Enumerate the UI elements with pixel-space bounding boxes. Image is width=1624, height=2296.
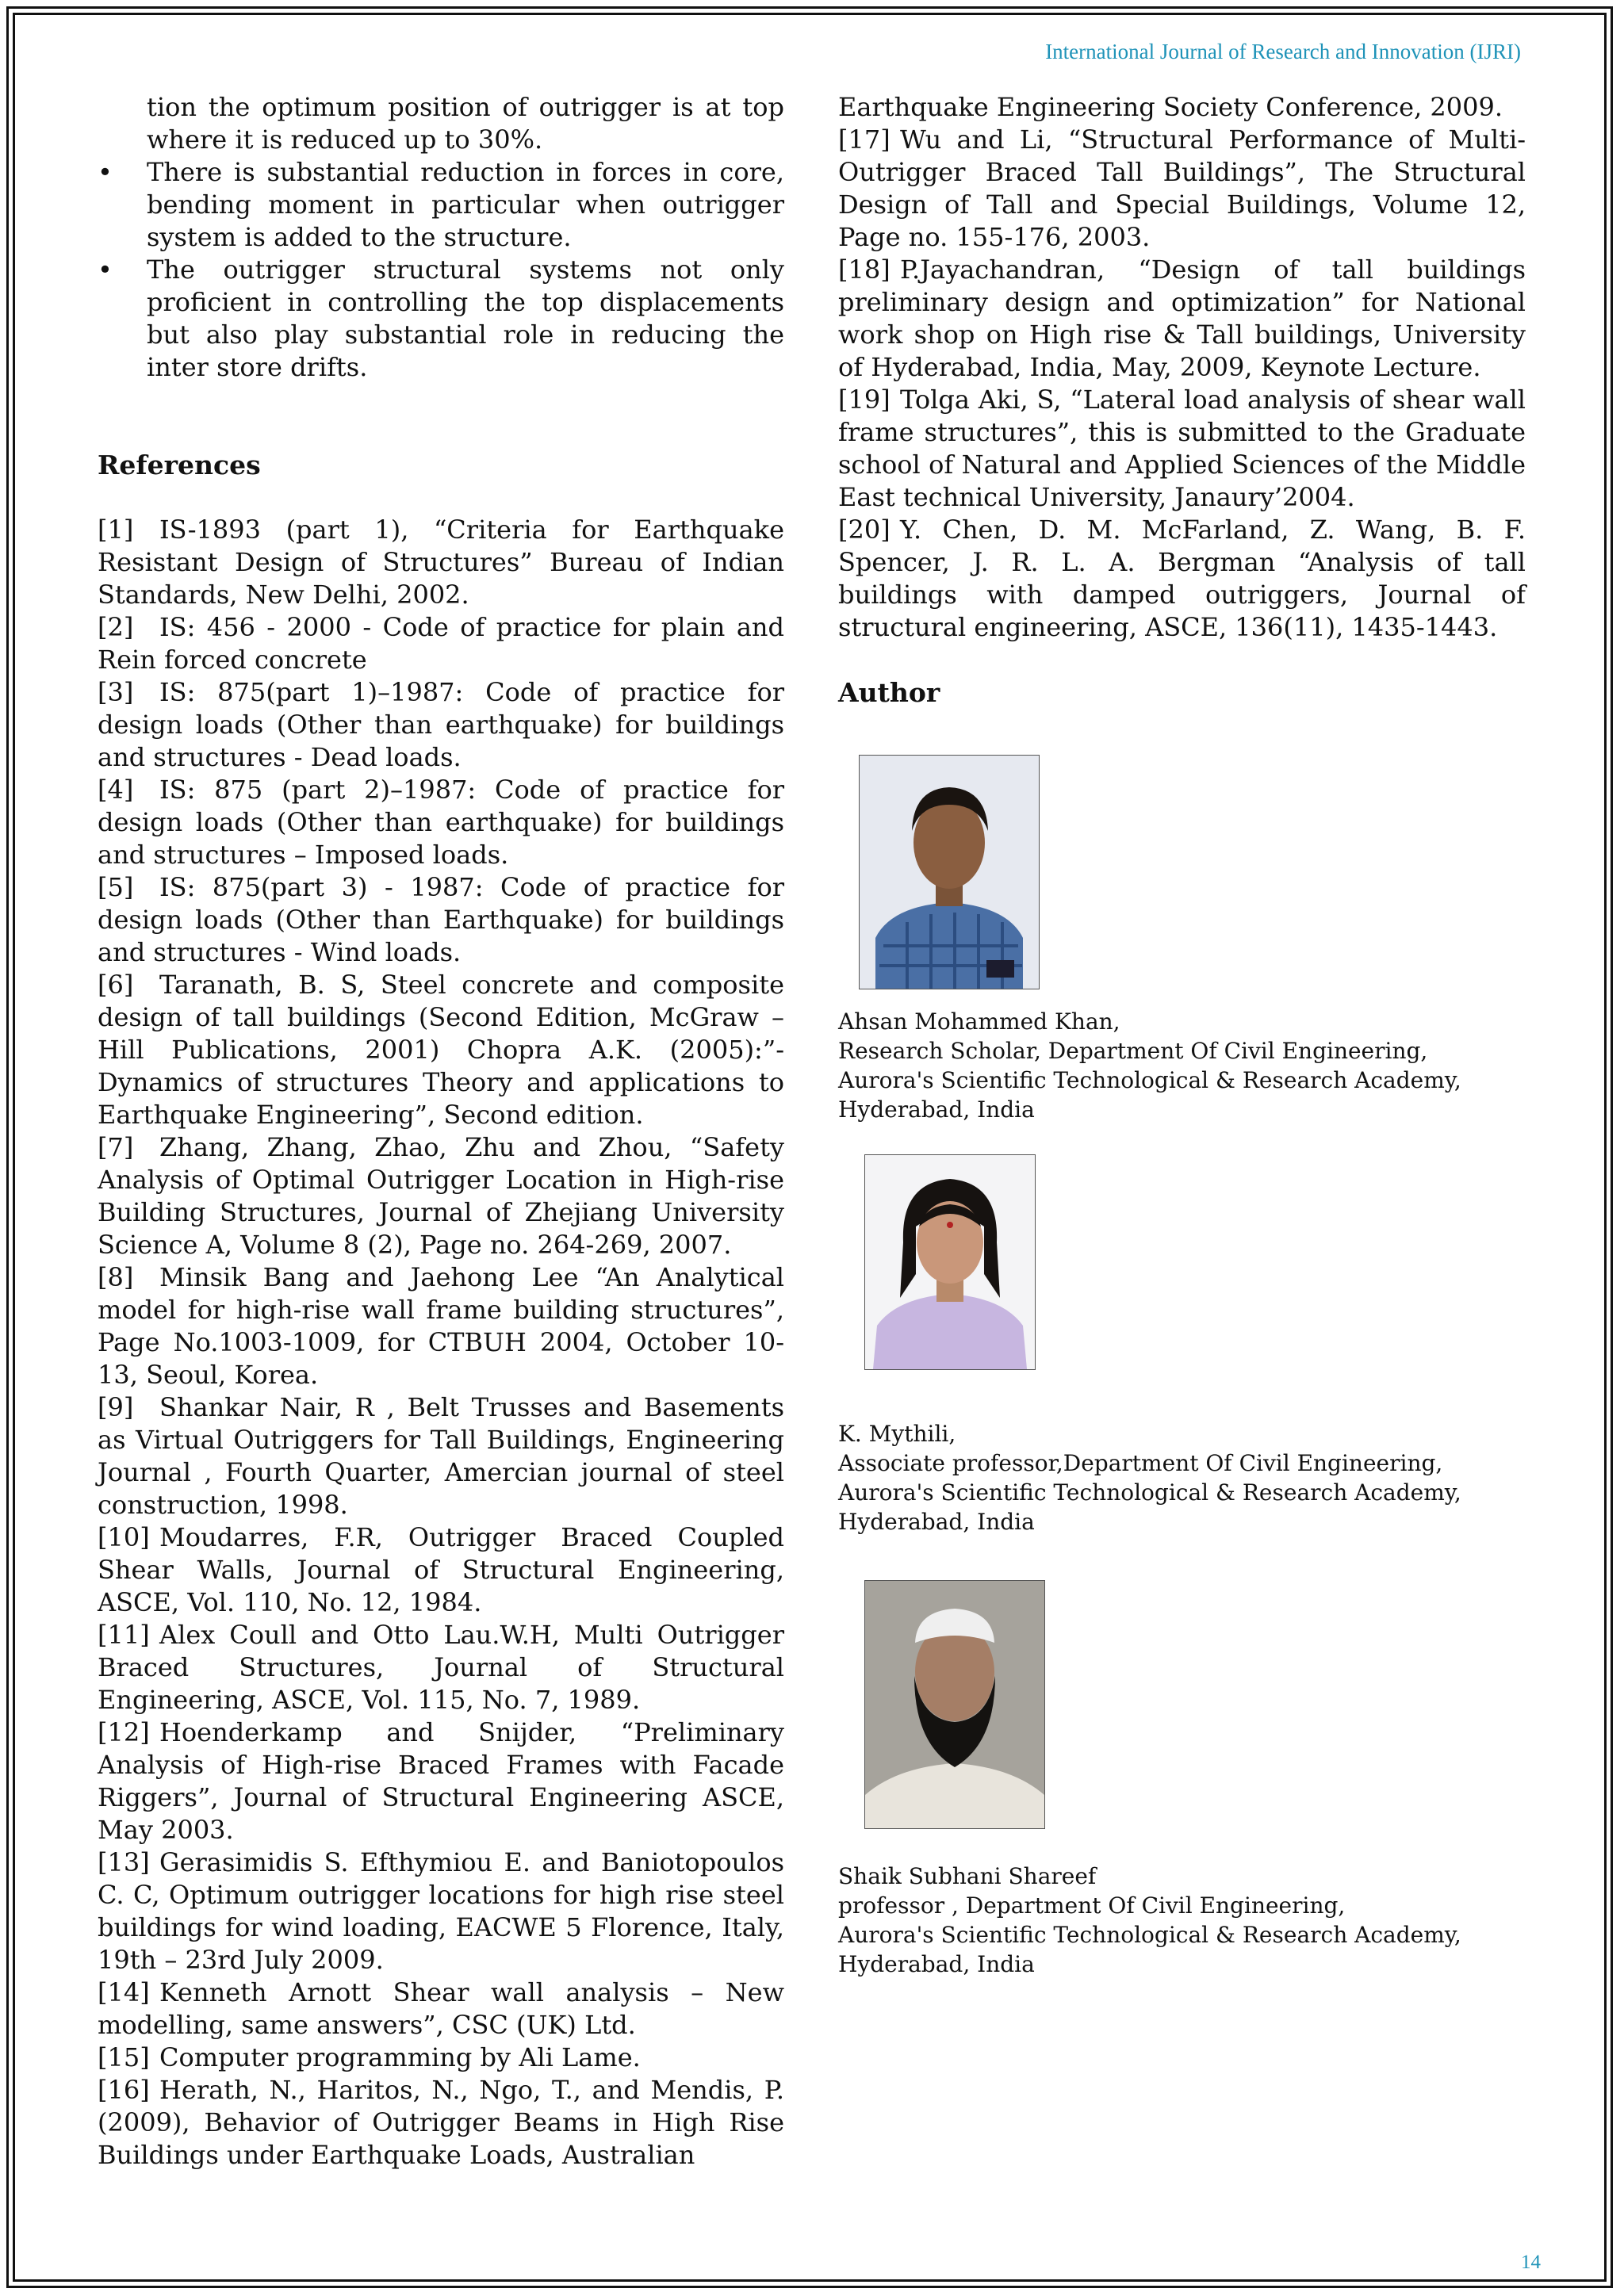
page-number: 14	[1521, 2252, 1541, 2273]
bullet-symbol: •	[98, 254, 113, 285]
reference-item	[98, 1619, 784, 1716]
bullet-text: There is substantial reduction in forces in core, bending moment in particular when outrigger system is added to the structure.	[147, 157, 784, 252]
bullet-symbol: •	[98, 157, 113, 187]
person-photo-icon	[865, 1581, 1044, 1828]
reference-text: Kenneth Arnott Shear wall analysis – New modelling, same answers”, CSC (UK) Ltd.	[98, 1977, 784, 2040]
right-column	[838, 91, 1526, 709]
reference-number: [8]	[98, 1262, 134, 1292]
author-institution: Aurora's Scientific Technological & Research Academy,	[838, 1067, 1461, 1093]
reference-text: Wu and Li, “Structural Performance of Multi-Outrigger Braced Tall Buildings”, The Structural Design of Tall and Special Buildings, Volume 12, Page no. 155-176, 2003.	[838, 124, 1526, 252]
reference-number: [14]	[98, 1977, 150, 2007]
reference-number: [10]	[98, 1522, 150, 1552]
reference-item	[838, 384, 1526, 514]
reference-number: [15]	[98, 2042, 150, 2072]
reference-item	[98, 2074, 784, 2172]
reference-continuation: Earthquake Engineering Society Conference, 2009.	[838, 92, 1503, 122]
reference-item	[98, 1391, 784, 1521]
reference-text: Minsik Bang and Jaehong Lee “An Analytical model for high-rise wall frame building structures”, Page No.1003-1009, for CTBUH 2004, October 10-13, Seoul, Korea.	[98, 1262, 784, 1390]
reference-text: Herath, N., Haritos, N., Ngo, T., and Mendis, P. (2009), Behavior of Outrigger Beams in High Rise Buildings under Earthquake Loads, Australian	[98, 2075, 784, 2170]
reference-number: [20]	[838, 515, 891, 545]
author-heading: Author	[838, 677, 940, 708]
reference-text: Moudarres, F.R, Outrigger Braced Coupled Shear Walls, Journal of Structural Engineering, ASCE, Vol. 110, No. 12, 1984.	[98, 1522, 784, 1617]
reference-item	[98, 1261, 784, 1391]
bullet-item	[98, 156, 784, 254]
author-location: Hyderabad, India	[838, 1096, 1035, 1123]
reference-text: Y. Chen, D. M. McFarland, Z. Wang, B. F. Spencer, J. R. L. A. Bergman “Analysis of tall buildings with damped outriggers, Journal of structural engineering, ASCE, 136(11), 1435-1443.	[838, 515, 1526, 642]
reference-list	[98, 514, 784, 2172]
person-photo-icon	[865, 1155, 1035, 1369]
reference-text: Alex Coull and Otto Lau.W.H, Multi Outrigger Braced Structures, Journal of Structural Engineering, ASCE, Vol. 115, No. 7, 1989.	[98, 1620, 784, 1715]
left-column	[98, 91, 784, 2172]
reference-text: Gerasimidis S. Efthymiou E. and Baniotopoulos C. C, Optimum outrigger locations for high rise steel buildings for wind loading, EACWE 5 Florence, Italy, 19th – 23rd July 2009.	[98, 1847, 784, 1975]
reference-item	[838, 514, 1526, 644]
reference-item	[98, 1521, 784, 1619]
reference-item	[98, 676, 784, 774]
reference-text: Zhang, Zhang, Zhao, Zhu and Zhou, “Safety Analysis of Optimal Outrigger Location in High-rise Building Structures, Journal of Zhejiang University Science A, Volume 8 (2), Page no. 264-269, 2007.	[98, 1132, 784, 1260]
reference-text: Computer programming by Ali Lame.	[159, 2042, 641, 2072]
reference-item	[98, 969, 784, 1131]
reference-number: [12]	[98, 1717, 150, 1747]
reference-number: [6]	[98, 970, 134, 1000]
author-photo-3	[864, 1580, 1045, 1829]
author-location: Hyderabad, India	[838, 1951, 1035, 1977]
reference-item	[838, 254, 1526, 384]
reference-number: [3]	[98, 677, 134, 707]
author-name: Shaik Subhani Shareef	[838, 1863, 1097, 1889]
reference-text: P.Jayachandran, “Design of tall buildings preliminary design and optimization” for National work shop on High rise & Tall buildings, University of Hyderabad, India, May, 2009, Keynote Lecture.	[838, 254, 1526, 382]
author-role: Associate professor,Department Of Civil Engineering,	[838, 1450, 1443, 1476]
author-info	[838, 1007, 1526, 1124]
references-heading: References	[98, 450, 261, 480]
reference-item	[98, 871, 784, 969]
reference-text: IS: 875(part 1)–1987: Code of practice for design loads (Other than earthquake) for buildings and structures - Dead loads.	[98, 677, 784, 772]
reference-number: [18]	[838, 254, 891, 285]
reference-number: [11]	[98, 1620, 150, 1650]
reference-item	[98, 611, 784, 676]
reference-number: [1]	[98, 515, 134, 545]
author-info	[838, 1419, 1526, 1536]
reference-text: Taranath, B. S, Steel concrete and composite design of tall buildings (Second Edition, McGraw – Hill Publications, 2001) Chopra A.K. (2005):”-Dynamics of structures Theory and applications to Earthquake Engineering”, Second edition.	[98, 970, 784, 1130]
author-info	[838, 1862, 1526, 1979]
reference-number: [13]	[98, 1847, 150, 1877]
bullet-text: The outrigger structural systems not only proficient in controlling the top displacements but also play substantial role in reducing the inter store drifts.	[147, 254, 784, 382]
reference-text: IS-1893 (part 1), “Criteria for Earthquake Resistant Design of Structures” Bureau of Indian Standards, New Delhi, 2002.	[98, 515, 784, 610]
reference-number: [5]	[98, 872, 134, 902]
reference-number: [16]	[98, 2075, 150, 2105]
reference-number: [4]	[98, 775, 134, 805]
journal-header: International Journal of Research and Innovation (IJRI)	[1045, 40, 1521, 63]
author-location: Hyderabad, India	[838, 1509, 1035, 1535]
reference-item	[98, 1976, 784, 2042]
reference-item	[98, 1716, 784, 1846]
reference-item	[98, 774, 784, 871]
reference-list	[838, 124, 1526, 644]
person-photo-icon	[860, 756, 1039, 989]
reference-text: IS: 875 (part 2)–1987: Code of practice for design loads (Other than earthquake) for buildings and structures – Imposed loads.	[98, 775, 784, 870]
author-role: professor , Department Of Civil Engineering,	[838, 1892, 1346, 1919]
author-photo-1	[859, 755, 1040, 989]
author-role: Research Scholar, Department Of Civil Engineering,	[838, 1038, 1428, 1064]
reference-text: IS: 456 - 2000 - Code of practice for plain and Rein forced concrete	[98, 612, 784, 675]
author-institution: Aurora's Scientific Technological & Research Academy,	[838, 1922, 1461, 1948]
bullet-continuation: tion the optimum position of outrigger is at top where it is reduced up to 30%.	[147, 92, 784, 155]
reference-item	[98, 1131, 784, 1261]
author-name: Ahsan Mohammed Khan,	[838, 1008, 1120, 1035]
reference-number: [2]	[98, 612, 134, 642]
reference-text: Tolga Aki, S, “Lateral load analysis of shear wall frame structures”, this is submitted to the Graduate school of Natural and Applied Sciences of the Middle East technical University, Janaury’2004.	[838, 385, 1526, 512]
reference-number: [7]	[98, 1132, 134, 1162]
author-institution: Aurora's Scientific Technological & Research Academy,	[838, 1479, 1461, 1506]
reference-text: Shankar Nair, R , Belt Trusses and Basements as Virtual Outriggers for Tall Buildings, Engineering Journal , Fourth Quarter, Amercian journal of steel construction, 1998.	[98, 1392, 784, 1520]
reference-text: IS: 875(part 3) - 1987: Code of practice for design loads (Other than Earthquake) for buildings and structures - Wind loads.	[98, 872, 784, 967]
reference-text: Hoenderkamp and Snijder, “Preliminary Analysis of High-rise Braced Frames with Facade Riggers”, Journal of Structural Engineering ASCE, May 2003.	[98, 1717, 784, 1845]
reference-item	[98, 1846, 784, 1976]
bullet-item	[98, 254, 784, 384]
reference-item	[98, 2042, 784, 2074]
reference-number: [9]	[98, 1392, 134, 1422]
author-name: K. Mythili,	[838, 1421, 956, 1447]
author-photo-2	[864, 1154, 1036, 1370]
reference-number: [19]	[838, 385, 891, 415]
reference-number: [17]	[838, 124, 891, 155]
reference-item	[98, 514, 784, 611]
reference-item	[838, 124, 1526, 254]
